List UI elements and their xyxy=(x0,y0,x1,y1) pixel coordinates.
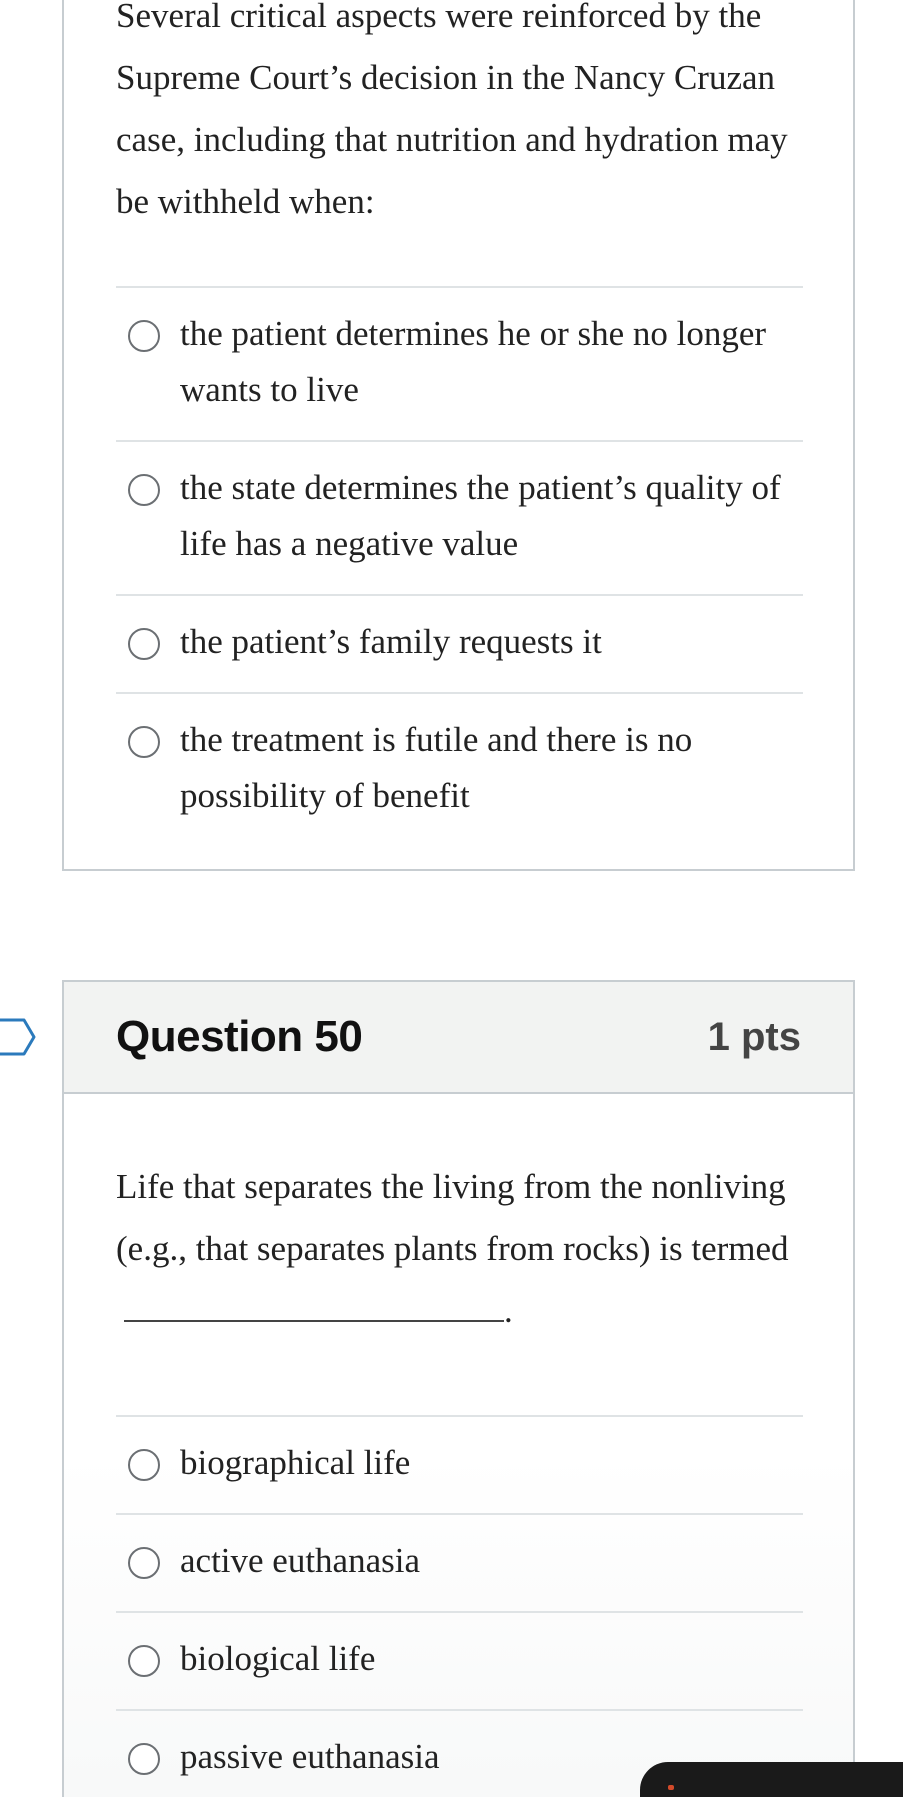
answer-label[interactable]: biographical life xyxy=(180,1443,411,1482)
question-49-text: Several critical aspects were reinforced by the Supreme Court’s decision in the Nancy Cruzan case, including that nutrition and hydration may be withheld when: xyxy=(116,0,788,221)
radio-unchecked-icon[interactable] xyxy=(128,726,160,758)
question-50-text xyxy=(116,1156,816,1342)
answer-label[interactable]: the treatment is futile and there is no possibility of benefit xyxy=(180,720,693,815)
question-50-answers xyxy=(116,1415,803,1797)
answer-label[interactable]: biological life xyxy=(180,1639,376,1678)
answer-label[interactable]: active euthanasia xyxy=(180,1541,421,1580)
radio-unchecked-icon[interactable] xyxy=(128,474,160,506)
question-49-answers xyxy=(116,286,803,846)
bookmark-flag-icon[interactable] xyxy=(0,1016,38,1058)
radio-unchecked-icon[interactable] xyxy=(128,1645,160,1677)
answer-option[interactable] xyxy=(116,288,803,442)
question-points: 1 pts xyxy=(707,1014,801,1059)
radio-unchecked-icon[interactable] xyxy=(128,1547,160,1579)
answer-option[interactable] xyxy=(116,694,803,846)
question-text-end: . xyxy=(504,1291,513,1330)
system-dock-panel xyxy=(640,1762,903,1797)
answer-label[interactable]: the patient’s family requests it xyxy=(180,622,602,661)
answer-label[interactable]: the state determines the patient’s quality of life has a negative value xyxy=(180,468,781,563)
answer-option[interactable] xyxy=(116,1515,803,1613)
radio-unchecked-icon[interactable] xyxy=(128,1449,160,1481)
answer-label[interactable]: the patient determines he or she no longer wants to live xyxy=(180,314,767,409)
question-text-part: Life that separates the living from the nonliving (e.g., that separates plants from rocks) is termed xyxy=(116,1167,789,1268)
question-header xyxy=(64,982,853,1094)
radio-unchecked-icon[interactable] xyxy=(128,1743,160,1775)
answer-option[interactable] xyxy=(116,596,803,694)
answer-option[interactable] xyxy=(116,442,803,596)
answer-option[interactable] xyxy=(116,1417,803,1515)
answer-option[interactable] xyxy=(116,1613,803,1711)
question-49-card xyxy=(62,0,855,871)
dock-indicator xyxy=(668,1785,674,1790)
fill-in-blank-line xyxy=(124,1292,504,1322)
question-title: Question 50 xyxy=(116,1012,363,1061)
radio-unchecked-icon[interactable] xyxy=(128,628,160,660)
answer-label[interactable]: passive euthanasia xyxy=(180,1737,440,1776)
radio-unchecked-icon[interactable] xyxy=(128,320,160,352)
question-50-card xyxy=(62,980,855,1797)
